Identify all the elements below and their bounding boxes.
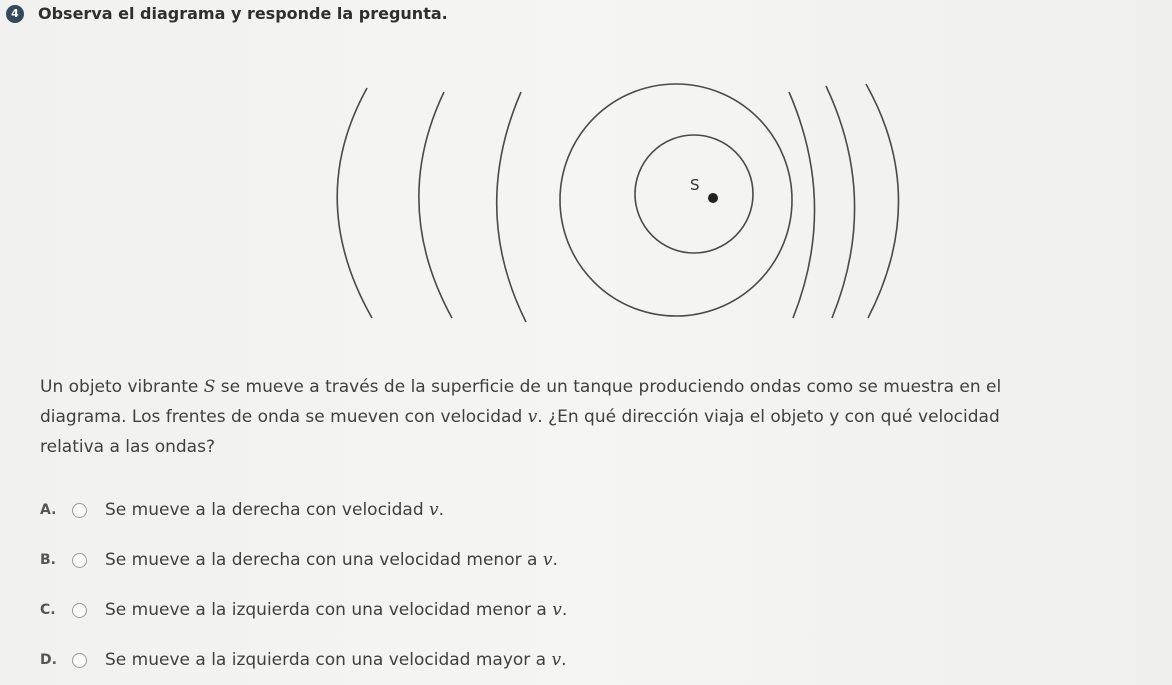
answer-option-c[interactable]: [40, 600, 567, 620]
option-letter: D.: [40, 652, 57, 668]
question-text-segment: . ¿En qué dirección viaja el objeto y con qué velocidad: [537, 407, 1000, 427]
question-text-segment: Un objeto vibrante: [40, 377, 204, 397]
option-text: Se mueve a la izquierda con una velocidad mayor a v.: [105, 650, 567, 670]
wavefront-left-1: [337, 88, 372, 318]
option-letter: B.: [40, 552, 56, 568]
answer-option-d[interactable]: [40, 650, 567, 670]
wavefront-circle-inner: [635, 135, 753, 253]
wavefront-left-3: [497, 92, 526, 322]
option-text: Se mueve a la derecha con una velocidad menor a v.: [105, 550, 558, 570]
question-line-2: [40, 402, 1160, 432]
wavefront-right-2: [826, 86, 855, 318]
variable-s: S: [203, 377, 216, 397]
radio-button-d[interactable]: [72, 653, 87, 668]
question-title: Observa el diagrama y responde la pregunta.: [38, 4, 448, 23]
question-number-badge: 4: [6, 5, 24, 23]
wavefront-right-1: [789, 92, 815, 318]
variable-v: v: [527, 407, 538, 427]
question-text-segment: se mueve a través de la superficie de un tanque produciendo ondas como se muestra en el: [215, 377, 1002, 397]
wavefront-left-2: [419, 92, 452, 318]
radio-button-a[interactable]: [72, 503, 87, 518]
question-line-3: relativa a las ondas?: [40, 437, 215, 457]
question-body: [40, 372, 1160, 462]
option-text: Se mueve a la derecha con velocidad v.: [105, 500, 445, 520]
option-text: Se mueve a la izquierda con una velocidad menor a v.: [105, 600, 568, 620]
question-line-1: [40, 372, 1160, 402]
wave-diagram: [0, 0, 1172, 340]
answer-option-a[interactable]: [40, 500, 444, 520]
source-dot: [708, 193, 718, 203]
wavefront-circle-outer: [560, 84, 792, 316]
option-letter: C.: [40, 602, 56, 618]
radio-button-b[interactable]: [72, 553, 87, 568]
wavefront-right-3: [866, 84, 899, 318]
answer-option-b[interactable]: [40, 550, 558, 570]
source-label: S: [690, 176, 700, 194]
option-letter: A.: [40, 502, 57, 518]
radio-button-c[interactable]: [72, 603, 87, 618]
question-text-segment: diagrama. Los frentes de onda se mueven con velocidad: [40, 407, 528, 427]
